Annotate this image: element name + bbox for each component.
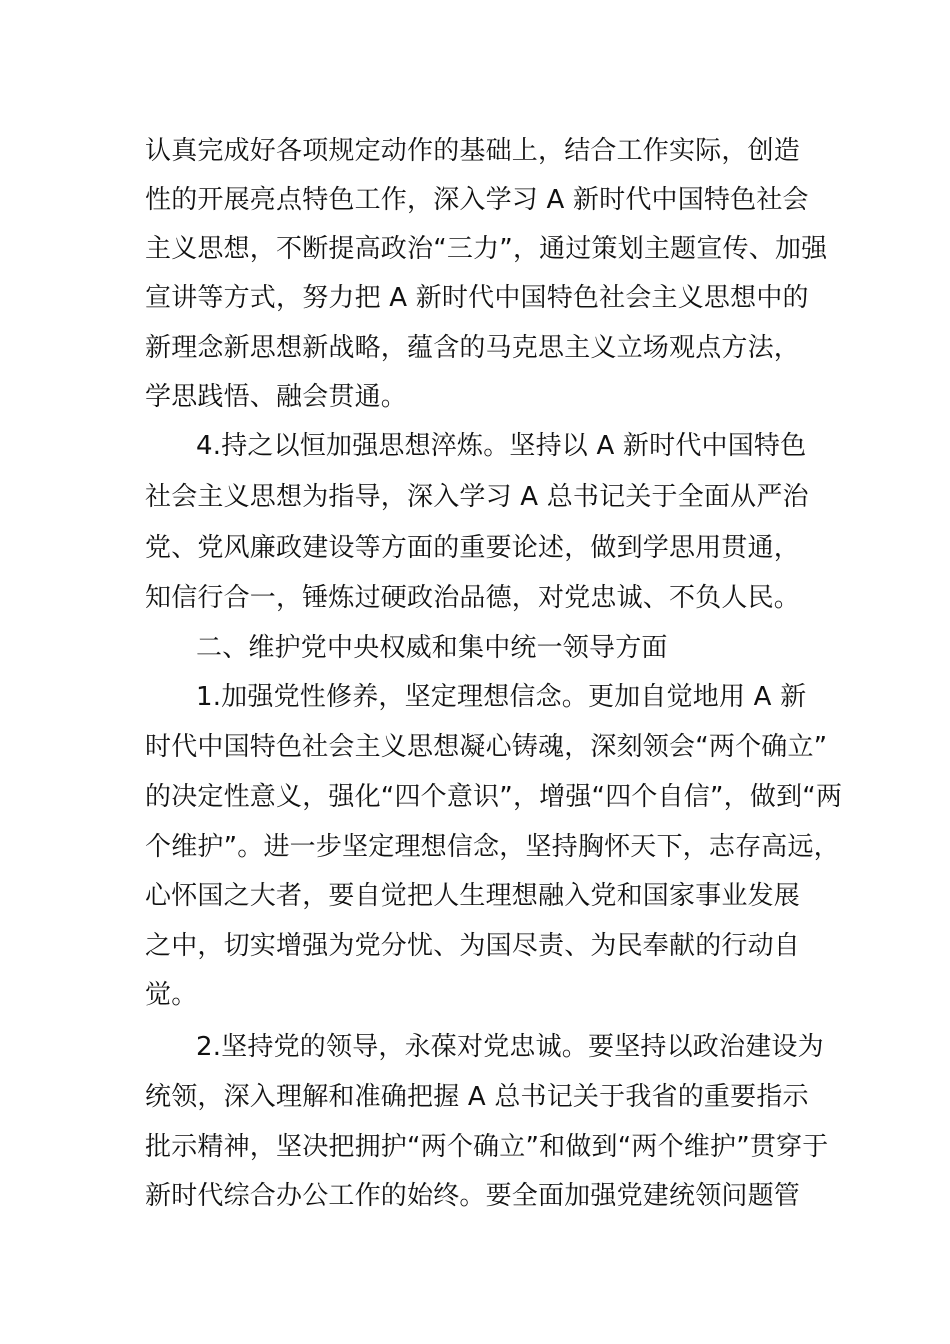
text-line-21: 批示精神，坚决把拥护“两个确立”和做到“两个维护”贯穿于 (145, 1132, 829, 1162)
text-line-8: 社会主义思想为指导，深入学习 A 总书记关于全面从严治 (145, 482, 809, 512)
paragraph-1-heading-line: 1.加强党性修养，坚定理想信念。更加自觉地用 A 新 (196, 682, 807, 712)
text-line-6: 学思践悟、融会贯通。 (145, 382, 408, 412)
text-line-2: 性的开展亮点特色工作，深入学习 A 新时代中国特色社会 (145, 185, 809, 215)
text-line-4: 宣讲等方式，努力把 A 新时代中国特色社会主义思想中的 (145, 283, 809, 313)
text-line-5: 新理念新思想新战略，蕴含的马克思主义立场观点方法， (145, 333, 801, 363)
text-line-1: 认真完成好各项规定动作的基础上，结合工作实际，创造 (145, 136, 801, 166)
text-line-3: 主义思想，不断提高政治“三力”，通过策划主题宣传、加强 (145, 234, 828, 264)
paragraph-2-heading-line: 2.坚持党的领导，永葆对党忠诚。要坚持以政治建设为 (196, 1032, 824, 1062)
text-line-17: 之中，切实增强为党分忧、为国尽责、为民奉献的行动自 (145, 931, 801, 961)
section-heading-2: 二、维护党中央权威和集中统一领导方面 (196, 633, 668, 663)
text-line-14: 的决定性意义，强化“四个意识”，增强“四个自信”，做到“两 (145, 782, 843, 812)
text-line-13: 时代中国特色社会主义思想凝心铸魂，深刻领会“两个确立” (145, 732, 828, 762)
text-line-18: 觉。 (145, 980, 198, 1010)
text-line-20: 统领，深入理解和准确把握 A 总书记关于我省的重要指示 (145, 1082, 809, 1112)
paragraph-4-heading-line: 4.持之以恒加强思想淬炼。坚持以 A 新时代中国特色 (196, 431, 807, 461)
text-line-16: 心怀国之大者，要自觉把人生理想融入党和国家事业发展 (145, 881, 801, 911)
text-line-15: 个维护”。进一步坚定理想信念，坚持胸怀天下，志存高远， (145, 832, 840, 862)
text-line-10: 知信行合一，锤炼过硬政治品德，对党忠诚、不负人民。 (145, 583, 801, 613)
text-line-9: 党、党风廉政建设等方面的重要论述，做到学思用贯通， (145, 533, 801, 563)
text-line-22: 新时代综合办公工作的始终。要全面加强党建统领问题管 (145, 1181, 801, 1211)
